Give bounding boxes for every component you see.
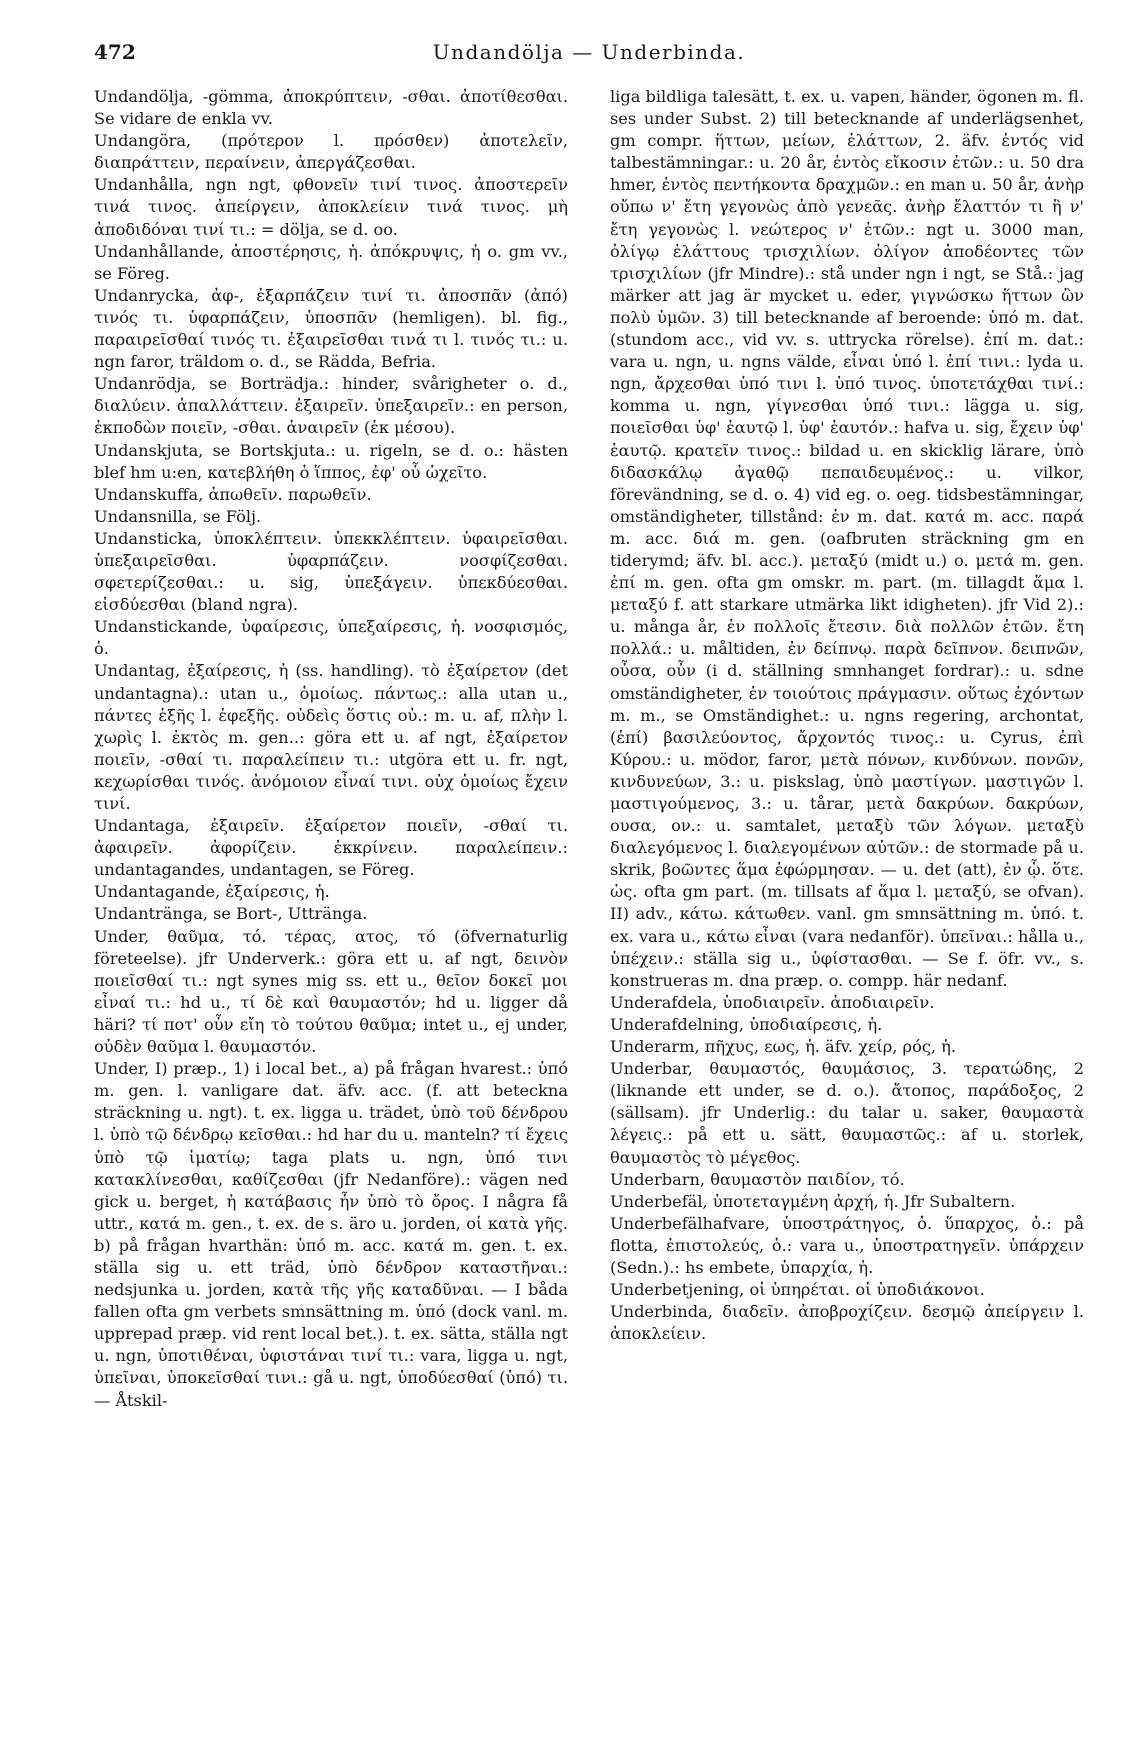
dictionary-entry: Undantaga, ἐξαιρεῖν. ἐξαίρετον ποιεῖν, -σθαί τι. ἀφαιρεῖν. ἀφορίζειν. ἐκκρίνειν. παραλείπειν.: undantagandes, undantagen, se Föreg.: [94, 816, 568, 880]
dictionary-entry: Undansnilla, se Följ.: [94, 506, 262, 526]
dictionary-entry: Under, θαῦμα, τό. τέρας, ατος, τό (öfvernaturlig företeelse). jfr Underverk.: göra ett u. af ngt, δεινὸν ποιεῖσθαί τι.: ngt synes mig ss. ett u., θεῖον δοκεῖ μοι εἶναί τι.: hd u., τί δὲ καὶ θαυμαστόν; hd u. ligger då häri? τί ποτ' οὖν εἴη τὸ τούτου θαῦμα; intet u., ej under, οὐδὲν θαῦμα l. θαυμαστόν.: [94, 926, 568, 1057]
dictionary-entry: Undandölja, -gömma, ἀποκρύπτειν, -σθαι. ἀποτίθεσθαι. Se vidare de enkla vv.: [94, 87, 568, 129]
dictionary-entry: Undanrödja, se Borträdja.: hinder, svårigheter o. d., διαλύειν. ἀπαλλάττειν. ἐξαιρεῖν. ὑπεξαιρεῖν.: en person, ἐκποδὼν ποιεῖν, -σθαι. ἀναιρεῖν (ἐκ μέσου).: [94, 374, 568, 438]
dictionary-entry: Undanhållande, ἀποστέρησις, ἡ. ἀπόκρυψις, ἡ o. gm vv., se Föreg.: [94, 241, 568, 283]
dictionary-entry: Undanstickande, ὑφαίρεσις, ὑπεξαίρεσις, ἡ. νοσφισμός, ὁ.: [94, 617, 568, 659]
dictionary-entry: Under, I) præp., 1) i local bet., a) på frågan hvarest.: ὑπό m. gen. l. vanligare dat. äfv. acc. (f. att beteckna sträckning u. ngt). t. ex. ligga u. trädet, ὑπὸ τοῦ δένδρου l. ὑπὸ τῷ δένδρῳ κεῖσθαι.: hd har du u. manteln? τί ἔχεις ὑπὸ τῷ ἱματίῳ; taga plats u. ngn, ὑπό τινι κατακλίνεσθαι, καθίζεσθαι (jfr Nedanföre).: vägen ned gick u. berget, ἡ κατάβασις ἦν ὑπὸ τὸ ὄρος. I några få uttr., κατά m. gen., t. ex. de s. äro u. jorden, οἱ κατὰ γῆς. b) på frågan hvarthän: ὑπό m. acc. κατά m. gen. t. ex. ställa sig u. ett träd, ὑπὸ δένδρον καταστῆναι.: nedsjunka u. jorden, κατὰ τῆς γῆς καταδῦναι. — I båda fallen ofta gm verbets smnsättning m. ὑπό (dock vanl. m. upprepad præp. vid rent local bet.). t. ex. sätta, ställa ngt u. ngn, ὑποτιθέναι, ὑφιστάναι τινί τι.: vara, ligga u. ngt, ὑπεῖναι, ὑποκεῖσθαί τινι.: gå u. ngt, ὑποδύεσθαί (ὑπό) τι. — Åtskil-: [94, 1059, 568, 1410]
right-column: [610, 86, 1084, 1345]
dictionary-entry: Undansticka, ὑποκλέπτειν. ὑπεκκλέπτειν. ὑφαιρεῖσθαι. ὑπεξαιρεῖσθαι. ὑφαρπάζειν. νοσφίζεσθαι. σφετερίζεσθαι.: u. sig, ὑπεξάγειν. ὑπεκδύεσθαι. εἰσδύεσθαι (bland ngra).: [94, 528, 568, 615]
dictionary-entry: Undanskjuta, se Bortskjuta.: u. rigeln, se d. o.: hästen blef hm u:en, κατεβλήθη ὁ ἵππος, ἐφ' οὗ ὠχεῖτο.: [94, 440, 568, 482]
page-header: [94, 40, 1084, 74]
dictionary-entry: Undanrycka, ἀφ-, ἐξαρπάζειν τινί τι. ἀποσπᾶν (ἀπό) τινός τι. ὑφαρπάζειν, ὑποσπᾶν (hemligen). bl. fig., παραιρεῖσθαί τινός τι. ἐξαιρεῖσθαι τινά τι l. τινός τι.: u. ngn faror, träldom o. d., se Rädda, Befria.: [94, 285, 568, 372]
dictionary-entry: Underbefälhafvare, ὑποστράτηγος, ὁ. ὕπαρχος, ὁ.: på flotta, ἐπιστολεύς, ὁ.: vara u., ὑποστρατηγεῖν. ὑπάρχειν (Sedn.).: hs embete, ὑπαρχία, ἡ.: [610, 1213, 1084, 1277]
page-number: 472: [94, 40, 136, 64]
running-head: Undandölja — Underbinda.: [432, 40, 746, 64]
dictionary-entry: Undangöra, (πρότερον l. πρόσθεν) ἀποτελεῖν, διαπράττειν, περαίνειν, ἀπεργάζεσθαι.: [94, 131, 568, 173]
left-column: [94, 86, 568, 1412]
dictionary-entry: Underafdela, ὑποδιαιρεῖν. ἀποδιαιρεῖν.: [610, 992, 935, 1012]
dictionary-entry: Underbar, θαυμαστός, θαυμάσιος, 3. τερατώδης, 2 (liknande ett under, se d. o.). ἄτοπος, παράδοξος, 2 (sällsam). jfr Underlig.: du talar u. saker, θαυμαστὰ λέγεις.: på ett u. sätt, θαυμαστῶς.: af u. storlek, θαυμαστὸς τὸ μέγεθος.: [610, 1059, 1084, 1167]
dictionary-entry: Underbinda, διαδεῖν. ἀποβροχίζειν. δεσμῷ ἀπείργειν l. ἀποκλείειν.: [610, 1302, 1084, 1344]
dictionary-entry: Undantränga, se Bort-, Uttränga.: [94, 904, 368, 924]
dictionary-entry: Underbarn, θαυμαστὸν παιδίον, τό.: [610, 1169, 905, 1189]
dictionary-entry: Undanhålla, ngn ngt, φθονεῖν τινί τινος. ἀποστερεῖν τινά τινος. ἀπείργειν, ἀποκλείειν τινά τινος. μὴ ἀποδιδόναι τινί τι.: = dölja, se d. oo.: [94, 175, 568, 239]
dictionary-entry: Underarm, πῆχυς, εως, ἡ. äfv. χείρ, ρός, ἡ.: [610, 1037, 957, 1057]
dictionary-entry: Undantagande, ἐξαίρεσις, ἡ.: [94, 882, 330, 902]
dictionary-entry: Undantag, ἐξαίρεσις, ἡ (ss. handling). τὸ ἐξαίρετον (det undantagna).: utan u., ὁμοίως. πάντως.: alla utan u., πάντες ἑξῆς l. ἐφεξῆς. οὐδεὶς ὅστις οὐ.: m. u. af, πλὴν l. χωρὶς l. ἐκτὸς m. gen..: göra ett u. af ngt, ἐξαίρετον ποιεῖν, -σθαί τι. παραλείπειν τι.: utgöra ett u. fr. ngt, κεχωρίσθαι τινός. ἀνόμοιον εἶναί τινι. οὐχ ὁμοίως ἔχειν τινί.: [94, 661, 568, 813]
dictionary-entry: liga bildliga talesätt, t. ex. u. vapen, händer, ögonen m. fl. ses under Subst. 2) till betecknande af underlägsenhet, gm compr. ἥττων, μείων, ἐλάττων, 2. äfv. ἐντός vid talbestämningar.: u. 20 år, ἐντὸς εἴκοσιν ἐτῶν.: u. 50 dra hmer, ἐντὸς πεντήκοντα δραχμῶν.: en man u. 50 år, ἀνὴρ οὔπω ν' ἔτη γεγονὼς ἀπὸ γενεᾶς. ἀνὴρ ἔλαττόν τι ἢ ν' ἔτη γεγονὼς l. νεώτερος ν' ἐτῶν.: ngt u. 3000 man, ὀλίγῳ ἐλάττους τρισχιλίων. ὀλίγον ἀποδέοντες τῶν τρισχιλίων (jfr Mindre).: stå under ngn i ngt, se Stå.: jag märker att jag är mycket u. eder, γιγνώσκω ἥττων ὢν πολὺ ὑμῶν. 3) till betecknande af beroende: ὑπό m. dat. (stundom acc., vid vv. s. uttrycka rörelse). ἐπί m. dat.: vara u. ngn, u. ngns välde, εἶναι ὑπό l. ἐπί τινι.: lyda u. ngn, ἄρχεσθαι ὑπό τινι l. ὑπό τινος. ὑποτετάχθαι τινί.: komma u. ngn, γίγνεσθαι ὑπό τινι.: lägga u. sig, ποιεῖσθαι ὑφ' ἑαυτῷ l. ὑφ' ἑαυτόν.: hafva u. sig, ἔχειν ὑφ' ἑαυτῷ. κρατεῖν τινος.: bildad u. en skicklig lärare, ὑπὸ διδασκάλῳ ἀγαθῷ πεπαιδευμένος.: u. vilkor, förevändning, se d. o. 4) vid eg. o. oeg. tidsbestämningar, omständigheter, tillstånd: ἐν m. dat. κατά m. acc. παρά m. acc. διά m. gen. (oafbruten sträckning gm en tiderymd; äfv. bl. acc.). μεταξύ (midt u.) o. μετά m. gen. ἐπί m. gen. ofta gm omskr. m. part. (m. tillagdt ἅμα l. μεταξύ f. att starkare utmärka likt idigheten). jfr Vid 2).: u. många år, ἐν πολλοῖς ἔτεσιν. διὰ πολλῶν ἐτῶν. ἔτη πολλά.: u. måltiden, ἐν δείπνῳ. παρὰ δεῖπνον. δειπνῶν, οὖσα, οὖν (i d. ställning smnhanget fordrar).: u. sdne omständigheter, ἐν τοιούτοις πράγμασιν. οὕτως ἐχόντων m. m., se Omständighet.: u. ngns regering, archontat, (ἐπί) βασιλεύοντος, ἄρχοντός τινος.: u. Cyrus, ἐπὶ Κύρου.: u. mödor, faror, μετὰ πόνων, κινδύνων. πονῶν, κινδυνεύων, 3.: u. piskslag, ὑπὸ μαστίγων. μαστιγῶν l. μαστιγούμενος, 3.: u. tårar, μετὰ δακρύων. δακρύων, ουσα, ον.: u. samtalet, μεταξὺ τῶν λόγων. μεταξὺ διαλεγόμενος l. διαλεγομένων αὐτῶν.: de stormade på u. skrik, βοῶντες ἅμα ἐφώρμησαν. — u. det (att), ἐν ᾧ. ὅτε. ὡς. ofta gm part. (m. tillsats af ἅμα l. μεταξύ, se ofvan). II) adv., κάτω. κάτωθεν. vanl. gm smnsättning m. ὑπό. t. ex. vara u., κάτω εἶναι (vara nedanför). ὑπεῖναι.: hålla u., ὑπέχειν.: ställa sig u., ὑφίστασθαι. — Se f. öfr. vv., s. konstrueras m. dna præp. o. compp. här nedanf.: [610, 87, 1084, 990]
dictionary-entry: Undanskuffa, ἀπωθεῖν. παρωθεῖν.: [94, 484, 372, 504]
dictionary-entry: Underafdelning, ὑποδιαίρεσις, ἡ.: [610, 1014, 883, 1034]
dictionary-entry: Underbefäl, ὑποτεταγμένη ἀρχή, ἡ. Jfr Subaltern.: [610, 1191, 1016, 1211]
dictionary-entry: Underbetjening, οἱ ὑπηρέται. οἱ ὑποδιάκονοι.: [610, 1280, 985, 1300]
